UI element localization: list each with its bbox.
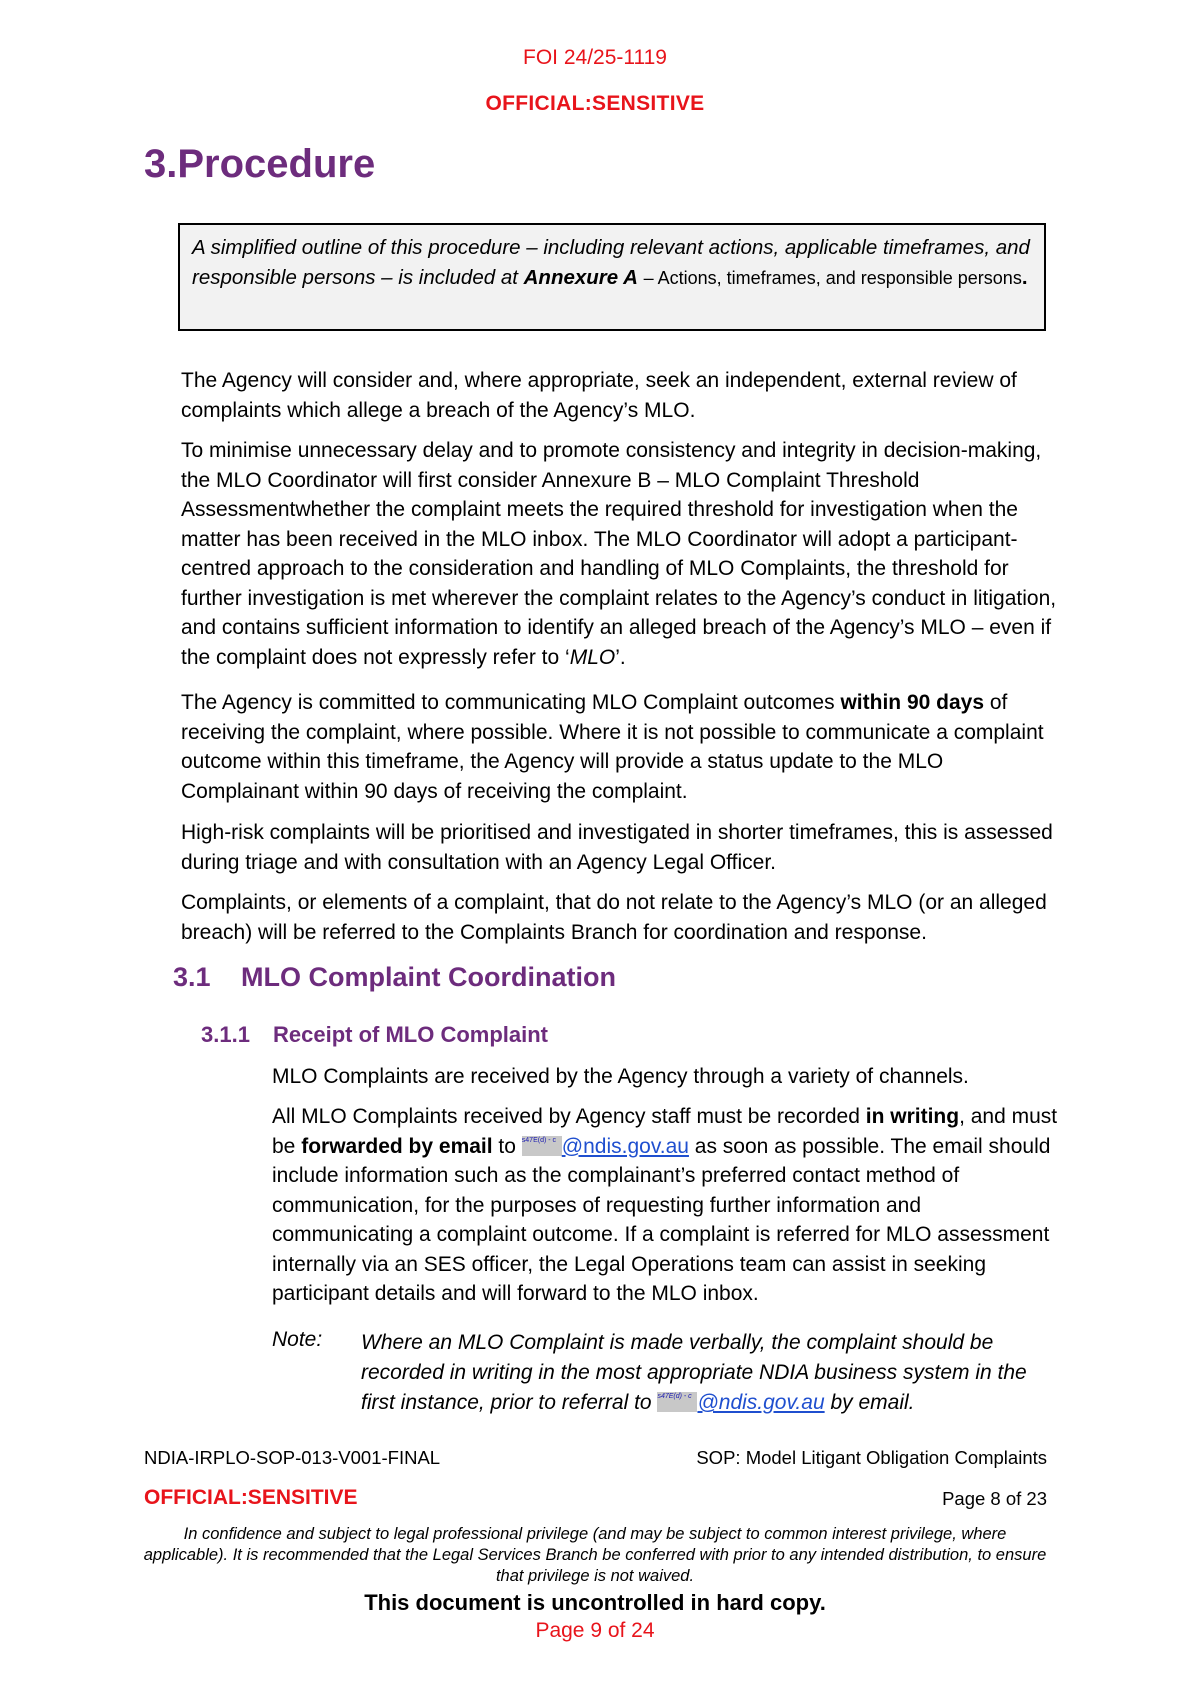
foi-reference: FOI 24/25-1119 [523, 46, 667, 69]
subsection-number: 3.1.1 [201, 1022, 250, 1047]
paragraph-channels: MLO Complaints are received by the Agency through a variety of channels. [272, 1065, 969, 1088]
annexure-ref: Annexure A [523, 266, 638, 289]
note-text-b: by email. [824, 1391, 915, 1414]
redaction-block: s47E(d) - c [522, 1136, 562, 1156]
section-number: 3.1 [173, 962, 211, 992]
threshold-text: To minimise unnecessary delay and to promote consistency and integrity in decision-making, the MLO Coordinator will first consider Annexure B – MLO Complaint Threshold Assessmentwhether the complaint meets the required threshold for investigation when the matter has been received in the MLO inbox. The MLO Coordinator will adopt a participant-centred approach to the consideration and handling of MLO Complaints, the threshold for further investigation is met wherever the complaint relates to the Agency’s conduct in litigation, and contains sufficient information to identify an alleged breach of the Agency’s MLO – even if the complaint does not expressly refer to ‘ [181, 439, 1057, 669]
outline-intro: A simplified outline of this procedure – including relevant actions, applicable timeframes, and responsible persons – is included at [192, 236, 1030, 289]
foi-page-stamp: Page 9 of 24 [535, 1619, 655, 1642]
footer-doc-code: NDIA-IRPLO-SOP-013-V001-FINAL [144, 1447, 441, 1468]
timeframe-text-a: The Agency is committed to communicating MLO Complaint outcomes [181, 691, 841, 714]
threshold-end: ’. [615, 645, 626, 669]
forwarding-text-d: as soon as possible. The email should include information such as the complainant’s preferred contact method of communication, for the purposes of requesting further information and communicating a complaint outcome. If a complaint is referred for MLO assessment internally via an SES officer, the Legal Operations team can assist in seeking participant details and will forward to the MLO inbox. [272, 1134, 1051, 1305]
footer-page-number: Page 8 of 23 [942, 1488, 1047, 1509]
timeframe-text-b: of receiving the complaint, where possible. Where it is not possible to communicate a complaint outcome within this timeframe, the Agency will provide a status update to the MLO Complainant within 90 days of receiving the complaint. [181, 691, 1044, 803]
paragraph-threshold [181, 436, 1061, 672]
paragraph-high-risk: High-risk complaints will be prioritised and investigated in shorter timeframes, this is assessed during triage and with consultation with an Agency Legal Officer. [181, 821, 1053, 874]
redaction-block: s47E(d) - c [657, 1392, 697, 1412]
email-link[interactable]: @ndis.gov.au [561, 1134, 689, 1158]
uncontrolled-notice: This document is uncontrolled in hard copy. [364, 1590, 826, 1615]
paragraph-forwarding [272, 1102, 1062, 1309]
in-writing-bold: in writing [865, 1105, 960, 1128]
subsection-title: Receipt of MLO Complaint [273, 1022, 548, 1047]
paragraph-timeframe [181, 688, 1061, 806]
note-label: Note: [272, 1328, 323, 1351]
paragraph-external-review: The Agency will consider and, where appropriate, seek an independent, external review of complaints which allege a breach of the Agency’s MLO. [181, 369, 1017, 422]
mlo-term: MLO [569, 645, 616, 669]
outline-end: . [1021, 266, 1028, 289]
forwarding-text-b: , and must be [272, 1105, 1058, 1158]
footer-sop-title: SOP: Model Litigant Obligation Complaints [696, 1447, 1047, 1468]
classification-footer: OFFICIAL:SENSITIVE [144, 1486, 358, 1509]
note-text-a: Where an MLO Complaint is made verbally, the complaint should be recorded in writing in the most appropriate NDIA business system in the first instance, prior to referral to [361, 1331, 1027, 1414]
forwarding-text-a: All MLO Complaints received by Agency staff must be recorded [272, 1105, 866, 1128]
section-heading-3-1 [173, 962, 616, 993]
page-title: 3.Procedure [144, 142, 376, 186]
outline-rest: – Actions, timeframes, and responsible persons [643, 268, 1022, 288]
subsection-heading-3-1-1 [201, 1022, 548, 1048]
privilege-notice: In confidence and subject to legal professional privilege (and may be subject to common interest privilege, where applicable). It is recommended that the Legal Services Branch be conferred with prior to any intended distribution, to ensure that privilege is not waived. [143, 1525, 1047, 1585]
timeframe-bold: within 90 days [840, 691, 984, 714]
email-link[interactable]: @ndis.gov.au [697, 1391, 825, 1414]
forwarding-text-c: to [492, 1134, 522, 1158]
outline-box [178, 223, 1046, 331]
forwarded-by-email-bold: forwarded by email [301, 1134, 493, 1158]
paragraph-referral: Complaints, or elements of a complaint, that do not relate to the Agency’s MLO (or an alleged breach) will be referred to the Complaints Branch for coordination and response. [181, 891, 1047, 944]
classification-header: OFFICIAL:SENSITIVE [485, 92, 705, 115]
note-text [361, 1328, 1061, 1418]
section-title: MLO Complaint Coordination [241, 962, 616, 992]
